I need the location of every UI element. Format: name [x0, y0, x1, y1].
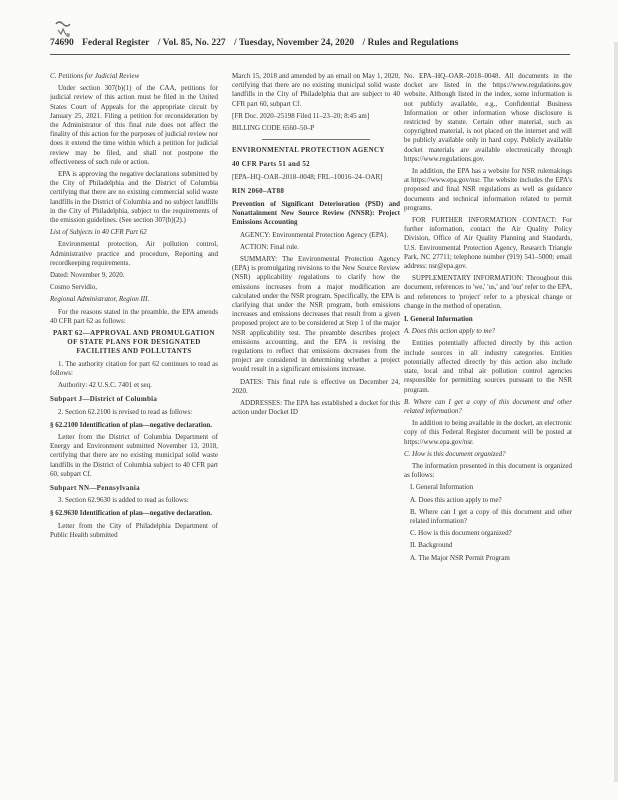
publication-name: Federal Register: [82, 38, 150, 48]
paragraph: 1. The authority citation for part 62 continues to read as follows:: [50, 359, 218, 377]
section-heading: RIN 2060–AT88: [232, 186, 285, 195]
subheading: Regional Administrator, Region III.: [50, 295, 150, 304]
paragraph: No. EPA–HQ–OAR–2018–0048. All documents in the docket are listed in the https://www.regulations.gov website. Although listed in the index, some information is not publicly available, e.g., Confidential Business Information or other information whose disclosure is restricted by statute. Certain other material, such as copyrighted material, is not placed on the internet and will be publicly available only in hard copy. Publicly available docket materials are available electronically through https://www.regulations.gov.: [404, 72, 572, 163]
section-heading: 40 CFR Parts 51 and 52: [232, 160, 310, 169]
paragraph: EPA is approving the negative declarations submitted by the City of Philadelphia and the District of Columbia certifying that there are no existing commercial solid waste landfills in the District of Columbia and no subject landfills in the City of Philadelphia, subject to the requirements of the emission guidelines. (See section 307(b)(2).): [50, 170, 218, 225]
paragraph: For the reasons stated in the preamble, the EPA amends 40 CFR part 62 as follows:: [50, 307, 218, 325]
section-heading: PART 62—APPROVAL AND PROMULGATION OF STATE PLANS FOR DESIGNATED FACILITIES AND POLLUTANTS: [53, 329, 215, 356]
page-number: 74690: [50, 38, 74, 48]
paragraph: SUPPLEMENTARY INFORMATION: Throughout this document, references to 'we,' 'us,' and 'our' refer to the EPA, and references to 'project' refer to a physical change or change in the method of operation.: [404, 274, 572, 310]
text-column-middle: [232, 72, 400, 772]
volume-issue: / Vol. 85, No. 227: [157, 38, 226, 48]
subheading: List of Subjects in 40 CFR Part 62: [50, 228, 147, 237]
paragraph: Letter from the City of Philadelphia Department of Public Health submitted: [50, 521, 218, 539]
paragraph: DATES: This final rule is effective on December 24, 2020.: [232, 377, 400, 395]
text-column-left: [50, 72, 218, 772]
section-heading: I. General Information: [404, 315, 473, 324]
paragraph: BILLING CODE 6560–50–P: [232, 124, 315, 133]
paragraph: ADDRESSES: The EPA has established a docket for this action under Docket ID: [232, 399, 400, 417]
subheading: C. How is this document organized?: [404, 449, 506, 458]
paragraph: ACTION: Final rule.: [240, 242, 299, 251]
paragraph: Authority: 42 U.S.C. 7401 et seq.: [58, 381, 152, 390]
paragraph: 2. Section 62.2100 is revised to read as follows:: [58, 407, 193, 416]
paragraph: Cosmo Servidio,: [50, 283, 98, 292]
outline-item: A. Does this action apply to me?: [410, 495, 502, 504]
outline-item: A. The Major NSR Permit Program: [410, 553, 510, 562]
paragraph: Dated: November 9, 2020.: [50, 271, 125, 280]
outline-item: I. General Information: [410, 483, 474, 492]
paragraph: [EPA–HQ–OAR–2018–0048; FRL–10016–24–OAR]: [232, 172, 383, 181]
paragraph: Letter from the District of Columbia Department of Energy and Environment submitted November 13, 2018, certifying that there are no existing municipal solid waste landfills in the District of Columbia subject to 40 CFR part 60, subpart Cf.: [50, 432, 218, 478]
paragraph: March 15, 2018 and amended by an email on May 1, 2020, certifying that there are no existing municipal solid waste landfills in the City of Philadelphia that are subject to 40 CFR part 60, subpart Cf.: [232, 72, 400, 108]
subheading: C. Petitions for Judicial Review: [50, 72, 140, 80]
section-heading: Subpart NN—Pennsylvania: [50, 483, 140, 492]
paragraph: In addition, the EPA has a website for NSR rulemakings at https://www.epa.gov/nsr. The website includes the EPA's proposed and final NSR regulations as well as guidance documents and technical information related to permit programs.: [404, 167, 572, 212]
outline-item: B. Where can I get a copy of this document and other related information?: [410, 507, 572, 525]
paragraph: 3. Section 62.9630 is added to read as follows:: [58, 496, 189, 505]
section-name: / Rules and Regulations: [362, 38, 459, 48]
outline-item: C. How is this document organized?: [410, 529, 512, 538]
page-edge-shadow: [614, 42, 618, 782]
paragraph: AGENCY: Environmental Protection Agency (EPA).: [240, 230, 389, 239]
section-heading: Subpart J—District of Columbia: [50, 395, 158, 404]
subheading: B. Where can I get a copy of this document and other related information?: [404, 397, 572, 415]
page-header: [50, 38, 570, 55]
paragraph: SUMMARY: The Environmental Protection Agency (EPA) is promulgating revisions to the New Source Review (NSR) applicability regulations to clarify how the emissions increases from a major modification are calculated under the NSR program. Specifically, the EPA is clarifying that under the NSR program, both emissions increases and emissions decreases that result from a given proposed project are to be considered at Step 1 of the major NSR applicability test. The preamble describes project emissions accounting, and the EPA is revising the regulations to reflect that emissions decreases from the project are considered in determining whether a project would result in a significant emissions increase.: [232, 255, 400, 374]
section-heading: § 62.9630 Identification of plan—negative declaration.: [50, 509, 212, 518]
paragraph: Under section 307(b)(1) of the CAA, petitions for judicial review of this action must be filed in the United States Court of Appeals for the appropriate circuit by January 25, 2021. Filing a petition for reconsideration by the Administrator of this final rule does not affect the finality of this action for the purposes of judicial review nor does it extend the time within which a petition for judicial review may be filed, and shall not postpone the effectiveness of such rule or action.: [50, 84, 218, 166]
section-heading: § 62.2100 Identification of plan—negative declaration.: [50, 420, 212, 429]
section-heading: Prevention of Significant Deterioration (PSD) and Nonattainment New Source Review (NNSR): Project Emissions Accounting: [232, 200, 400, 227]
outline-item: II. Background: [410, 541, 453, 550]
paragraph: The information presented in this document is organized as follows:: [404, 461, 572, 480]
paragraph: [FR Doc. 2020–25198 Filed 11–23–20; 8:45 am]: [232, 111, 370, 120]
paragraph: In addition to being available in the docket, an electronic copy of this Federal Register document will be posted at https://www.epa.gov/nsr.: [404, 419, 572, 446]
paragraph: FOR FURTHER INFORMATION CONTACT: For further information, contact the Air Quality Policy Division, Office of Air Quality Planning and Standards, U.S. Environmental Protection Agency, Research Triangle Park, NC 27711; telephone number (919) 541–5000; email address: nsr@epa.gov.: [404, 216, 572, 271]
issue-date: / Tuesday, November 24, 2020: [233, 38, 355, 48]
federal-register-logo-icon: [52, 18, 74, 40]
section-divider: [262, 139, 370, 140]
subheading: A. Does this action apply to me?: [404, 327, 496, 336]
text-column-right: [404, 72, 572, 772]
paragraph: Entities potentially affected directly by this action include sources in all industry categories. Entities potentially affected directly by this action also include state, local and tribal air pollution control agencies responsible for permitting sources pursuant to the NSR program.: [404, 339, 572, 394]
section-heading: ENVIRONMENTAL PROTECTION AGENCY: [232, 146, 385, 155]
paragraph: Environmental protection, Air pollution control, Administrative practice and procedure, Reporting and recordkeeping requirements.: [50, 240, 218, 267]
